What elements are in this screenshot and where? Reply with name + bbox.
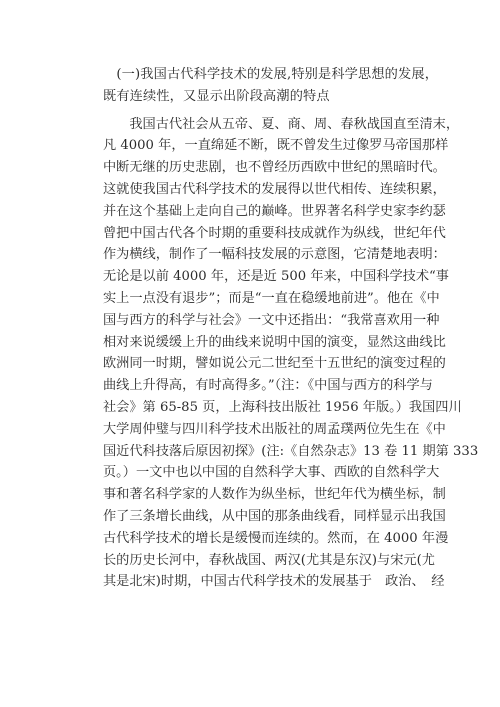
body-line: 大学周仲璧与四川科学技术出版社的周孟璞两位先生在《中 bbox=[103, 421, 446, 437]
body-line: 相对来说缓缓上升的曲线来说明中国的演变，显然这曲线比 bbox=[103, 334, 446, 350]
body-line: 页。）一文中也以中国的自然科学大事、西欧的自然科学大 bbox=[103, 465, 440, 481]
body-line: 长的历史长河中，春秋战国、两汉(尤其是东汉)与宋元(尤 bbox=[103, 552, 435, 568]
body-line: 国与西方的科学与社会》一文中还指出：“我常喜欢用一种 bbox=[103, 312, 440, 328]
body-line: 中断无继的历史悲剧，也不曾经历西欧中世纪的黑暗时代。 bbox=[103, 160, 446, 176]
body-line: 作了三条增长曲线，从中国的那条曲线看，同样显示出我国 bbox=[103, 508, 446, 524]
body-line: 事和著名科学家的人数作为纵坐标，世纪年代为横坐标，制 bbox=[103, 487, 446, 503]
body-line: 我国古代社会从五帝、夏、商、周、春秋战国直至清末， bbox=[103, 116, 460, 132]
body-line: 社会》第 65-85 页，上海科技出版社 1956 年版。）我国四川 bbox=[103, 399, 462, 415]
body-line: 曾把中国古代各个时期的重要科技成就作为纵线，世纪年代 bbox=[103, 225, 446, 241]
body-line: 作为横线，制作了一幅科技发展的示意图，它清楚地表明： bbox=[103, 247, 446, 263]
body-line: 曲线上升得高，有时高得多。”（注：《中国与西方的科学与 bbox=[103, 378, 433, 394]
body-line: 古代科学技术的增长是缓慢而连续的。然而，在 4000 年漫 bbox=[103, 530, 449, 546]
section-heading-line-2: 既有连续性，又显示出阶段高潮的特点 bbox=[103, 88, 330, 104]
body-line: 其是北宋)时期，中国古代科学技术的发展基于 政治、 经 bbox=[103, 574, 445, 590]
body-line: 这就使我国古代科学技术的发展得以世代相传、连续积累， bbox=[103, 181, 446, 197]
document-content bbox=[103, 64, 479, 593]
body-line: 无论是以前 4000 年，还是近 500 年来，中国科学技术“事 bbox=[103, 269, 449, 285]
body-line: 并在这个基础上走向自己的巅峰。世界著名科学史家李约瑟 bbox=[103, 203, 446, 219]
body-line: 国近代科技落后原因初探》(注:《自然杂志》13 卷 11 期第 333 bbox=[103, 443, 479, 459]
section-heading-line-1: (一)我国古代科学技术的发展,特别是科学思想的发展， bbox=[103, 67, 439, 82]
body-paragraph bbox=[103, 114, 479, 594]
body-line: 实上一点没有退步”；而是“一直在稳缓地前进”。他在《中 bbox=[103, 290, 440, 306]
body-line: 欧洲同一时期，譬如说公元二世纪至十五世纪的演变过程的 bbox=[103, 356, 446, 372]
body-line: 凡 4000 年，一直绵延不断，既不曾发生过像罗马帝国那样 bbox=[103, 138, 449, 154]
